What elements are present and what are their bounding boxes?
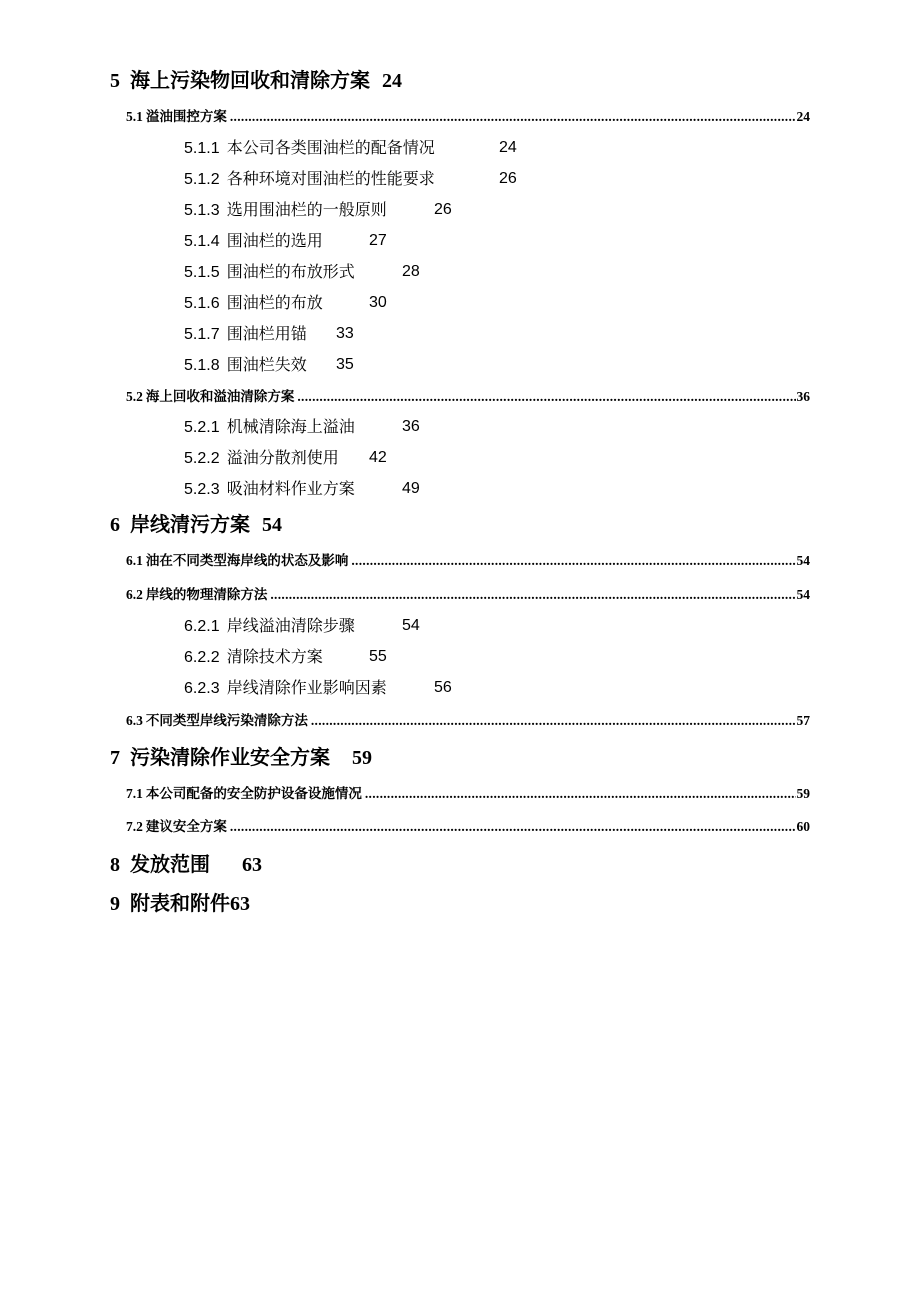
toc-entry-5-2-3[interactable] <box>184 479 420 498</box>
toc-title: 附表和附件 <box>130 891 230 915</box>
toc-number: 5.1.3 <box>184 202 220 219</box>
toc-title: 岸线溢油清除步骤 <box>226 616 355 635</box>
toc-title: 建议安全方案 <box>145 819 227 835</box>
toc-page: 28 <box>402 263 420 280</box>
toc-number: 5.2.2 <box>184 450 220 467</box>
dot-leader <box>230 110 796 124</box>
toc-number: 5.1.6 <box>184 295 220 312</box>
toc-title: 本公司配备的安全防护设备设施情况 <box>145 786 362 802</box>
toc-number: 6.2 <box>126 587 143 602</box>
dot-leader <box>297 390 795 404</box>
toc-entry-5-2[interactable] <box>126 390 810 405</box>
toc-title: 本公司各类围油栏的配备情况 <box>226 138 435 157</box>
toc-title: 各种环境对围油栏的性能要求 <box>226 169 435 188</box>
toc-entry-6-2-1[interactable] <box>184 616 420 635</box>
toc-entry-5-2-1[interactable] <box>184 417 420 436</box>
toc-number: 5.2.1 <box>184 419 220 436</box>
toc-entry-6-2[interactable] <box>126 588 810 603</box>
toc-number: 9 <box>110 893 120 915</box>
toc-title: 选用围油栏的一般原则 <box>226 200 387 219</box>
toc-page: 42 <box>369 449 387 466</box>
toc-entry-5-1-7[interactable] <box>184 324 354 343</box>
toc-title: 岸线的物理清除方法 <box>145 587 268 603</box>
toc-entry-5-1[interactable] <box>126 110 810 125</box>
toc-title: 围油栏失效 <box>226 355 307 374</box>
toc-number: 7 <box>110 747 120 769</box>
toc-heading-9[interactable] <box>110 893 250 914</box>
toc-number: 5.1.1 <box>184 140 220 157</box>
toc-page: 59 <box>352 747 372 769</box>
toc-title: 围油栏的选用 <box>226 231 323 250</box>
toc-title: 污染清除作业安全方案 <box>130 745 330 769</box>
toc-title: 不同类型岸线污染清除方法 <box>145 713 308 729</box>
toc-number: 5.1.7 <box>184 326 220 343</box>
toc-page: 54 <box>796 587 810 602</box>
toc-number: 7.2 <box>126 819 143 834</box>
toc-title: 岸线清除作业影响因素 <box>226 678 387 697</box>
toc-page: 35 <box>336 356 354 373</box>
toc-title: 机械清除海上溢油 <box>226 417 355 436</box>
toc-number: 8 <box>110 854 120 876</box>
toc-number: 6.2.2 <box>184 649 220 666</box>
toc-page: 56 <box>434 679 452 696</box>
toc-page: 30 <box>369 294 387 311</box>
toc-number: 6.2.3 <box>184 680 220 697</box>
toc-title: 溢油分散剂使用 <box>226 448 339 467</box>
toc-title: 围油栏的布放形式 <box>226 262 355 281</box>
toc-heading-6[interactable] <box>110 514 282 535</box>
toc-number: 5.1.8 <box>184 357 220 374</box>
toc-entry-6-2-3[interactable] <box>184 678 452 697</box>
toc-entry-5-1-2[interactable] <box>184 169 517 188</box>
toc-entry-5-1-3[interactable] <box>184 200 452 219</box>
toc-entry-6-3[interactable] <box>126 714 810 729</box>
toc-number: 5.2 <box>126 389 143 404</box>
toc-number: 5 <box>110 70 120 92</box>
toc-number: 5.1.4 <box>184 233 220 250</box>
toc-entry-6-2-2[interactable] <box>184 647 387 666</box>
toc-page: 63 <box>230 893 250 915</box>
toc-page: 55 <box>369 648 387 665</box>
toc-number: 6.1 <box>126 553 143 568</box>
toc-page: 24 <box>796 109 810 124</box>
dot-leader <box>351 554 795 568</box>
toc-heading-5[interactable] <box>110 70 402 91</box>
toc-title: 岸线清污方案 <box>130 512 250 536</box>
toc-page: 36 <box>402 418 420 435</box>
toc-page: 54 <box>796 553 810 568</box>
toc-page: 54 <box>402 617 420 634</box>
toc-title: 吸油材料作业方案 <box>226 479 355 498</box>
toc-heading-8[interactable] <box>110 854 262 875</box>
toc-title: 围油栏的布放 <box>226 293 323 312</box>
toc-number: 5.2.3 <box>184 481 220 498</box>
toc-page: 60 <box>796 819 810 834</box>
toc-entry-5-1-8[interactable] <box>184 355 354 374</box>
toc-entry-7-2[interactable] <box>126 820 810 835</box>
toc-number: 6.3 <box>126 713 143 728</box>
toc-entry-6-1[interactable] <box>126 554 810 569</box>
toc-number: 6.2.1 <box>184 618 220 635</box>
toc-number: 5.1.5 <box>184 264 220 281</box>
toc-page: 57 <box>796 713 810 728</box>
toc-page: 63 <box>242 854 262 876</box>
toc-page: 59 <box>796 786 810 801</box>
dot-leader <box>365 787 796 801</box>
toc-title: 溢油围控方案 <box>145 109 227 125</box>
toc-title: 油在不同类型海岸线的状态及影响 <box>145 553 349 569</box>
toc-heading-7[interactable] <box>110 747 372 768</box>
toc-page: 54 <box>262 514 282 536</box>
toc-entry-5-2-2[interactable] <box>184 448 387 467</box>
toc-title: 清除技术方案 <box>226 647 323 666</box>
toc-page: 24 <box>499 139 517 156</box>
toc-entry-5-1-6[interactable] <box>184 293 387 312</box>
dot-leader <box>230 820 796 834</box>
toc-entry-5-1-4[interactable] <box>184 231 387 250</box>
toc-number: 5.1 <box>126 109 143 124</box>
toc-page: 33 <box>336 325 354 342</box>
toc-title: 发放范围 <box>130 852 210 876</box>
toc-title: 海上污染物回收和清除方案 <box>130 68 370 92</box>
toc-title: 海上回收和溢油清除方案 <box>145 389 295 405</box>
toc-page: 36 <box>796 389 810 404</box>
toc-entry-7-1[interactable] <box>126 787 810 802</box>
toc-entry-5-1-1[interactable] <box>184 138 517 157</box>
toc-page: 26 <box>499 170 517 187</box>
toc-number: 6 <box>110 514 120 536</box>
toc-title: 围油栏用锚 <box>226 324 307 343</box>
toc-page: 26 <box>434 201 452 218</box>
toc-page: 49 <box>402 480 420 497</box>
toc-page: 27 <box>369 232 387 249</box>
toc-number: 7.1 <box>126 786 143 801</box>
toc-entry-5-1-5[interactable] <box>184 262 420 281</box>
toc-page: 24 <box>382 70 402 92</box>
dot-leader <box>311 714 796 728</box>
toc-number: 5.1.2 <box>184 171 220 188</box>
dot-leader <box>270 588 795 602</box>
